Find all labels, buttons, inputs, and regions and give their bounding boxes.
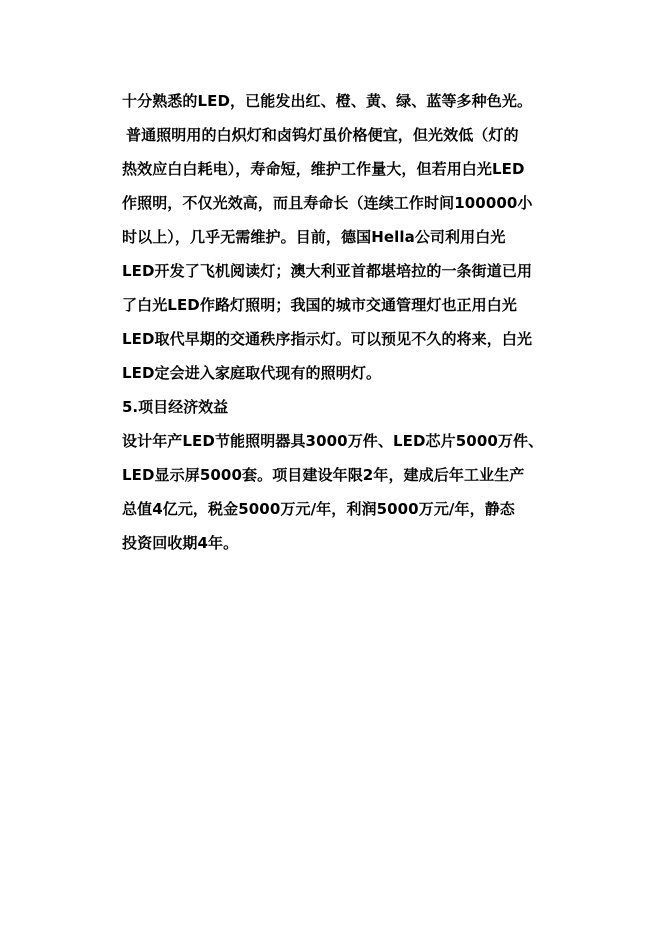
text-line: 设计年产LED节能照明器具3000万件、LED芯片5000万件、 xyxy=(122,432,544,450)
paragraph-led-lighting xyxy=(122,84,542,390)
text-line: LED取代早期的交通秩序指示灯。可以预见不久的将来，白光 xyxy=(122,330,533,348)
document-page xyxy=(122,84,542,560)
text-line: LED开发了飞机阅读灯；澳大利亚首都堪培拉的一条街道已用 xyxy=(122,262,533,280)
text-line: 总值4亿元，税金5000万元/年，利润5000万元/年，静态 xyxy=(122,500,515,518)
text-line: 作照明，不仅光效高，而且寿命长（连续工作时间100000小 xyxy=(122,194,533,212)
text-line: 普通照明用的白炽灯和卤钨灯虽价格便宜，但光效低（灯的 xyxy=(126,126,519,144)
paragraph-economic-benefits xyxy=(122,424,542,560)
text-line: 十分熟悉的LED，已能发出红、橙、黄、绿、蓝等多种色光。 xyxy=(122,92,533,110)
text-line: 投资回收期4年。 xyxy=(122,534,239,552)
text-line: LED显示屏5000套。项目建设年限2年，建成后年工业生产 xyxy=(122,466,525,484)
text-line: LED定会进入家庭取代现有的照明灯。 xyxy=(122,364,382,382)
section-heading: 5.项目经济效益 xyxy=(122,398,229,416)
text-line: 了白光LED作路灯照明；我国的城市交通管理灯也正用白光 xyxy=(122,296,517,314)
text-line: 时以上），几乎无需维护。目前，德国Hella公司利用白光 xyxy=(122,228,506,246)
text-line: 热效应白白耗电），寿命短，维护工作量大，但若用白光LED xyxy=(122,160,525,178)
